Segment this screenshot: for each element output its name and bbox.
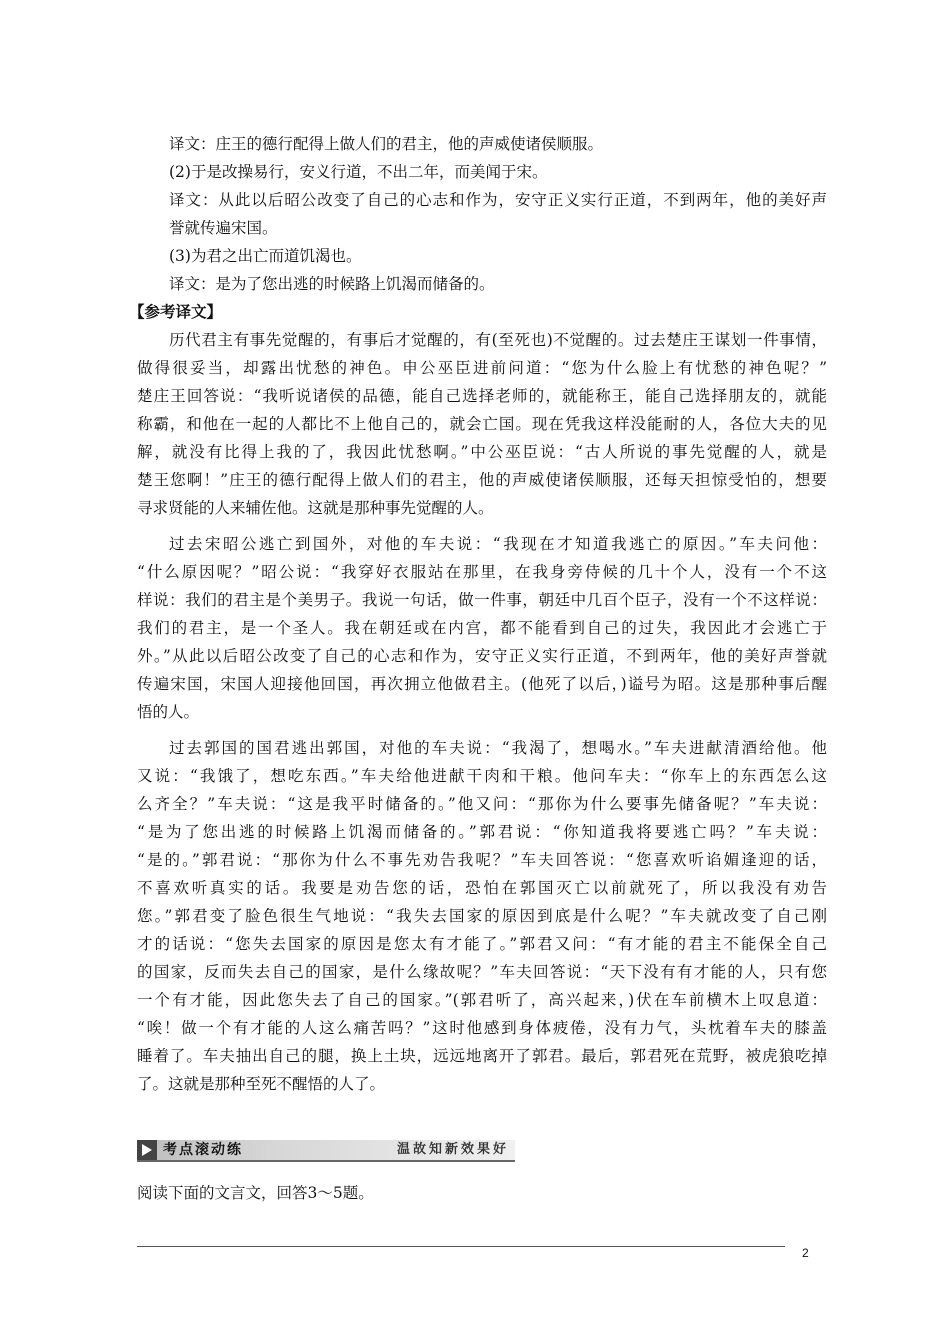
- section-heading: 【参考译文】: [129, 302, 223, 321]
- paragraph-line: 历代君主有事先觉醒的，有事后才觉醒的，有(至死也)不觉醒的。过去楚庄王谋划一件事情，: [169, 331, 827, 349]
- translation-line: 译文：庄王的德行配得上做人们的君主，他的声威使诸侯顺服。: [169, 135, 604, 153]
- paragraph-line: “什么原因呢？”昭公说：“我穿好衣服站在那里，在我身旁侍候的几十个人，没有一个不这: [137, 563, 827, 581]
- section-banner: [137, 1140, 515, 1162]
- paragraph-line: 我们的君主，是一个圣人。我在朝廷或在内宫，都不能看到自己的过失，我因此才会逃亡于: [137, 619, 827, 637]
- paragraph-line: 做得很妥当，却露出忧愁的神色。申公巫臣进前问道：“您为什么脸上有忧愁的神色呢？”: [137, 359, 827, 377]
- paragraph-line: 睡着了。车夫抽出自己的腿，换上土块，远远地离开了郭君。最后，郭君死在荒野，被虎狼吃掉: [137, 1047, 827, 1065]
- paragraph-line: 不喜欢听真实的话。我要是劝告您的话，恐怕在郭国灭亡以前就死了，所以我没有劝告: [137, 879, 827, 897]
- paragraph-line: 过去郭国的国君逃出郭国，对他的车夫说：“我渴了，想喝水。”车夫进献清酒给他。他: [169, 739, 827, 757]
- reference-translation: [129, 298, 827, 1098]
- paragraph-line: 样说：我们的君主是个美男子。我说一句话，做一件事，朝廷中几百个臣子，没有一个不这样说：: [137, 591, 827, 609]
- question-line: (3)为君之出亡而道饥渴也。: [169, 247, 362, 265]
- translation-line: 译文：从此以后昭公改变了自己的心志和作为，安守正义实行正道，不到两年，他的美好声: [169, 191, 827, 209]
- paragraph-line: 解，就没有比得上我的了，我因此忧愁啊。”中公巫臣说：“古人所说的事先觉醒的人，就是: [137, 443, 827, 461]
- paragraph-line: “唉！做一个有才能的人这么痛苦吗？”这时他感到身体疲倦，没有力气，头枕着车夫的膝盖: [137, 1019, 827, 1037]
- paragraph-line: 么齐全？”车夫说：“这是我平时储备的。”他又问：“那你为什么要事先储备呢？”车夫说：: [137, 795, 827, 813]
- paragraph-line: 过去宋昭公逃亡到国外，对他的车夫说：“我现在才知道我逃亡的原因。”车夫问他：: [169, 535, 827, 553]
- paragraph-line: 称霸，和他在一起的人都比不上他自己的，就会亡国。现在凭我这样没能耐的人，各位大夫的见: [137, 415, 827, 433]
- paragraph-1: [137, 326, 827, 522]
- paragraph-line: 外。”从此以后昭公改变了自己的心志和作为，安守正义实行正道，不到两年，他的美好声誉就: [137, 647, 827, 665]
- play-triangle-icon: [137, 1140, 157, 1160]
- paragraph-line: 传遍宋国，宋国人迎接他回国，再次拥立他做君主。(他死了以后，)谥号为昭。这是那种事后醒: [137, 675, 827, 693]
- paragraph-3: [137, 734, 827, 1098]
- paragraph-line: 一个有才能，因此您失去了自己的国家。”(郭君听了，高兴起来，)伏在车前横木上叹息道：: [137, 991, 827, 1009]
- paragraph-line: 您。”郭君变了脸色很生气地说：“我失去国家的原因到底是什么呢？”车夫就改变了自己刚: [137, 907, 827, 925]
- paragraph-line: 又说：“我饿了，想吃东西。”车夫给他进献干肉和干粮。他问车夫：“你车上的东西怎么这: [137, 767, 827, 785]
- page-number: 2: [802, 1246, 809, 1260]
- paragraph-line: “是的。”郭君说：“那你为什么不事先劝告我呢？”车夫回答说：“您喜欢听谄媚逢迎的话，: [137, 851, 827, 869]
- paragraph-line: 悟的人。: [137, 703, 200, 721]
- translation-line: 誉就传遍宋国。: [169, 219, 278, 237]
- banner-slogan: 温故知新效果好: [396, 1142, 509, 1157]
- paragraph-line: “是为了您出逃的时候路上饥渴而储备的。”郭君说：“你知道我将要逃亡吗？”车夫说：: [137, 823, 827, 841]
- paragraph-line: 才的话说：“您失去国家的原因是您太有才能了。”郭君又问：“有才能的君主不能保全自己: [137, 935, 827, 953]
- translation-line: 译文：是为了您出逃的时候路上饥渴而储备的。: [169, 275, 495, 293]
- translation-notes: [137, 130, 827, 298]
- paragraph-line: 了。这就是那种至死不醒悟的人了。: [137, 1075, 386, 1093]
- exercise-prompt: 阅读下面的文言文，回答3～5题。: [137, 1184, 374, 1202]
- paragraph-line: 楚庄王回答说：“我听说诸侯的品德，能自己选择老师的，就能称王，能自己选择朋友的，就能: [137, 387, 827, 405]
- footer-divider: [137, 1246, 785, 1247]
- paragraph-2: [137, 530, 827, 726]
- paragraph-line: 楚王您啊！”庄王的德行配得上做人们的君主，他的声威使诸侯顺服，还每天担惊受怕的，想要: [137, 471, 827, 489]
- paragraph-line: 的国家，反而失去自己的国家，是什么缘故呢？”车夫回答说：“天下没有有才能的人，只有您: [137, 963, 827, 981]
- paragraph-line: 寻求贤能的人来辅佐他。这就是那种事先觉醒的人。: [137, 499, 494, 517]
- question-line: (2)于是改操易行，安义行道，不出二年，而美闻于宋。: [169, 163, 548, 181]
- banner-title: 考点滚动练: [163, 1142, 243, 1158]
